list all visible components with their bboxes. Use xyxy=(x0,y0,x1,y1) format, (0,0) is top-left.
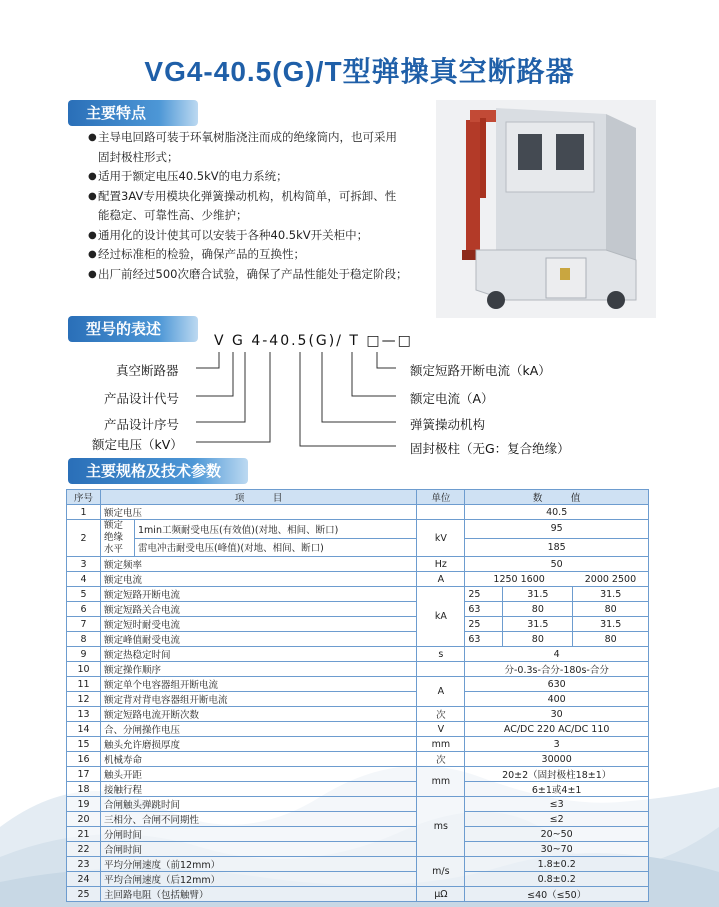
spec-table xyxy=(66,489,649,902)
feature-item xyxy=(88,187,418,226)
feature-item xyxy=(88,245,418,265)
feature-item xyxy=(88,128,418,167)
table-header-row xyxy=(67,490,649,505)
cell-item: 额定短时耐受电流 xyxy=(101,617,417,632)
cell-value: ≤40（≤50） xyxy=(465,887,649,902)
bullet-icon: ● xyxy=(88,229,97,241)
cell-value: ≤3 xyxy=(465,797,649,812)
model-code: V G 4-40.5(G)/ T □—□ xyxy=(214,333,413,349)
section-features-header: 主要特点 xyxy=(68,100,198,126)
cell-value: 4 xyxy=(465,647,649,662)
cell-value: ≤2 xyxy=(465,812,649,827)
cell-item: 额定峰值耐受电流 xyxy=(101,632,417,647)
table-row xyxy=(67,520,649,539)
cell-unit: mm xyxy=(417,737,465,752)
feature-line: 适用于额定电压40.5kV的电力系统； xyxy=(98,169,288,183)
cell-no: 9 xyxy=(67,647,101,662)
cell-unit: ms xyxy=(417,797,465,857)
cell-no: 11 xyxy=(67,677,101,692)
cell-no: 17 xyxy=(67,767,101,782)
cell-value: 20~50 xyxy=(465,827,649,842)
cell-value: 30000 xyxy=(465,752,649,767)
table-row xyxy=(67,647,649,662)
model-label-right: 额定电流（A） xyxy=(410,391,494,406)
cell-subitem: 雷电冲击耐受电压(峰值)(对地、相间、断口) xyxy=(135,538,417,557)
table-row xyxy=(67,692,649,707)
cell-item: 触头开距 xyxy=(101,767,417,782)
cell-no: 15 xyxy=(67,737,101,752)
cell-value: 20±2（固封极柱18±1） xyxy=(465,767,649,782)
cell-item: 额定短路电流开断次数 xyxy=(101,707,417,722)
cell-value: 400 xyxy=(465,692,649,707)
bullet-icon: ● xyxy=(88,190,97,202)
cell-unit: s xyxy=(417,647,465,662)
feature-line: 经过标准柜的检验，确保产品的互换性； xyxy=(98,247,305,261)
cell-value: 3 xyxy=(465,737,649,752)
cell-value: 31.5 xyxy=(573,587,649,602)
cell-value: 95 xyxy=(465,520,649,539)
cell-unit: mm xyxy=(417,767,465,797)
table-row xyxy=(67,538,649,557)
cell-value: 80 xyxy=(573,602,649,617)
table-row xyxy=(67,557,649,572)
cell-unit xyxy=(417,505,465,520)
cell-unit: 次 xyxy=(417,752,465,767)
cell-no: 6 xyxy=(67,602,101,617)
model-label-left: 产品设计序号 xyxy=(104,417,180,432)
cell-value: 25 xyxy=(465,617,503,632)
cell-no: 25 xyxy=(67,887,101,902)
model-label-right: 固封极柱（无G：复合绝缘） xyxy=(410,441,570,456)
cell-unit: Hz xyxy=(417,557,465,572)
bullet-icon: ● xyxy=(88,171,97,182)
model-label-left: 真空断路器 xyxy=(116,363,179,378)
cell-value: 80 xyxy=(573,632,649,647)
cell-value: 185 xyxy=(465,538,649,557)
cell-item: 接触行程 xyxy=(101,782,417,797)
model-label-right: 额定短路开断电流（kA） xyxy=(410,363,551,378)
model-label-left: 产品设计代号 xyxy=(104,391,180,406)
cell-value: 0.8±0.2 xyxy=(465,872,649,887)
cell-value: 1.8±0.2 xyxy=(465,857,649,872)
cell-item: 额定操作顺序 xyxy=(101,662,417,677)
cell-value: 30 xyxy=(465,707,649,722)
cell-unit: 次 xyxy=(417,707,465,722)
cell-no: 24 xyxy=(67,872,101,887)
cell-no: 16 xyxy=(67,752,101,767)
cell-item: 平均分闸速度（前12mm） xyxy=(101,857,417,872)
cell-no: 14 xyxy=(67,722,101,737)
cell-item: 额定热稳定时间 xyxy=(101,647,417,662)
cell-no: 1 xyxy=(67,505,101,520)
cell-item: 平均合闸速度（后12mm） xyxy=(101,872,417,887)
cell-item: 额定绝缘水平 xyxy=(101,520,135,557)
header-no: 序号 xyxy=(67,490,101,505)
feature-line: 通用化的设计使其可以安装于各种40.5kV开关柜中； xyxy=(98,227,369,242)
cell-no: 7 xyxy=(67,617,101,632)
table-row xyxy=(67,617,649,632)
cell-value: 63 xyxy=(465,632,503,647)
cell-value: 31.5 xyxy=(503,617,573,632)
table-row xyxy=(67,662,649,677)
cell-value: 31.5 xyxy=(503,587,573,602)
table-row xyxy=(67,752,649,767)
table-row xyxy=(67,842,649,857)
section-specs-header: 主要规格及技术参数 xyxy=(68,458,248,484)
cell-no: 3 xyxy=(67,557,101,572)
table-row xyxy=(67,887,649,902)
cell-item: 额定电流 xyxy=(101,572,417,587)
cell-item: 分闸时间 xyxy=(101,827,417,842)
header-value: 数 值 xyxy=(465,490,649,505)
cell-subitem: 1min工频耐受电压(有效值)(对地、相间、断口) xyxy=(135,520,417,539)
header-unit: 单位 xyxy=(417,490,465,505)
cell-unit xyxy=(417,662,465,677)
cell-no: 20 xyxy=(67,812,101,827)
cell-no: 8 xyxy=(67,632,101,647)
table-row xyxy=(67,722,649,737)
cell-no: 21 xyxy=(67,827,101,842)
table-row xyxy=(67,872,649,887)
cell-no: 23 xyxy=(67,857,101,872)
cell-item: 额定频率 xyxy=(101,557,417,572)
cell-unit: A xyxy=(417,572,465,587)
cell-item: 额定单个电容器组开断电流 xyxy=(101,677,417,692)
feature-line: 出厂前经过500次磨合试验，确保了产品性能处于稳定阶段； xyxy=(98,266,408,281)
cell-unit: m/s xyxy=(417,857,465,887)
bullet-icon: ● xyxy=(88,249,97,260)
table-row xyxy=(67,677,649,692)
feature-item xyxy=(88,265,418,285)
cell-unit: kV xyxy=(417,520,465,557)
table-row xyxy=(67,707,649,722)
cell-no: 10 xyxy=(67,662,101,677)
cell-unit: kA xyxy=(417,587,465,647)
feature-line: 主导电回路可装于环氧树脂浇注而成的绝缘筒内，也可采用 xyxy=(98,130,397,144)
table-row xyxy=(67,827,649,842)
cell-value: 25 xyxy=(465,587,503,602)
cell-value: 1250 1600 xyxy=(465,572,573,587)
feature-item xyxy=(88,167,418,187)
table-row xyxy=(67,857,649,872)
cell-value: 40.5 xyxy=(465,505,649,520)
cell-no: 2 xyxy=(67,520,101,557)
cell-value: 80 xyxy=(503,632,573,647)
feature-item xyxy=(88,226,418,246)
cell-no: 4 xyxy=(67,572,101,587)
cell-value: 31.5 xyxy=(573,617,649,632)
header-item: 项 目 xyxy=(101,490,417,505)
section-model-header: 型号的表述 xyxy=(68,316,198,342)
cell-item: 主回路电阻（包括触臂） xyxy=(101,887,417,902)
cell-item: 三相分、合闸不同期性 xyxy=(101,812,417,827)
cell-value: AC/DC 220 AC/DC 110 xyxy=(465,722,649,737)
cell-item: 额定短路开断电流 xyxy=(101,587,417,602)
cell-value: 2000 2500 xyxy=(573,572,649,587)
cell-value: 63 xyxy=(465,602,503,617)
cell-value: 分-0.3s-合分-180s-合分 xyxy=(465,662,649,677)
bullet-icon: ● xyxy=(88,132,97,143)
cell-no: 13 xyxy=(67,707,101,722)
page-title: VG4-40.5(G)/T型弹操真空断路器 xyxy=(144,56,575,87)
table-row xyxy=(67,632,649,647)
product-image xyxy=(436,100,656,318)
cell-value: 6±1或4±1 xyxy=(465,782,649,797)
table-row xyxy=(67,812,649,827)
cell-item: 额定电压 xyxy=(101,505,417,520)
cell-unit: A xyxy=(417,677,465,707)
model-label-right: 弹簧操动机构 xyxy=(410,417,486,432)
cell-item: 机械寿命 xyxy=(101,752,417,767)
table-row xyxy=(67,767,649,782)
cell-item: 合、分闸操作电压 xyxy=(101,722,417,737)
cell-value: 50 xyxy=(465,557,649,572)
cell-unit: V xyxy=(417,722,465,737)
cell-item: 合闸触头弹跳时间 xyxy=(101,797,417,812)
cell-no: 18 xyxy=(67,782,101,797)
table-row xyxy=(67,737,649,752)
cell-item: 额定背对背电容器组开断电流 xyxy=(101,692,417,707)
cell-value: 630 xyxy=(465,677,649,692)
table-row xyxy=(67,797,649,812)
table-row xyxy=(67,505,649,520)
cell-unit: μΩ xyxy=(417,887,465,902)
cell-value: 30~70 xyxy=(465,842,649,857)
bullet-icon: ● xyxy=(88,268,97,280)
feature-line: 能稳定、可靠性高、少维护； xyxy=(98,208,248,222)
feature-list xyxy=(88,128,418,284)
table-row xyxy=(67,602,649,617)
cell-no: 22 xyxy=(67,842,101,857)
cell-no: 5 xyxy=(67,587,101,602)
cell-item: 额定短路关合电流 xyxy=(101,602,417,617)
cell-no: 19 xyxy=(67,797,101,812)
cell-value: 80 xyxy=(503,602,573,617)
table-row xyxy=(67,782,649,797)
cell-no: 12 xyxy=(67,692,101,707)
feature-line: 配置3AV专用模块化弹簧操动机构，机构简单，可拆卸、性 xyxy=(98,188,397,203)
feature-line: 固封极柱形式； xyxy=(98,149,179,164)
cell-item: 合闸时间 xyxy=(101,842,417,857)
table-row xyxy=(67,572,649,587)
cell-item: 触头允许磨损厚度 xyxy=(101,737,417,752)
table-row xyxy=(67,587,649,602)
model-label-left: 额定电压（kV） xyxy=(92,437,183,452)
